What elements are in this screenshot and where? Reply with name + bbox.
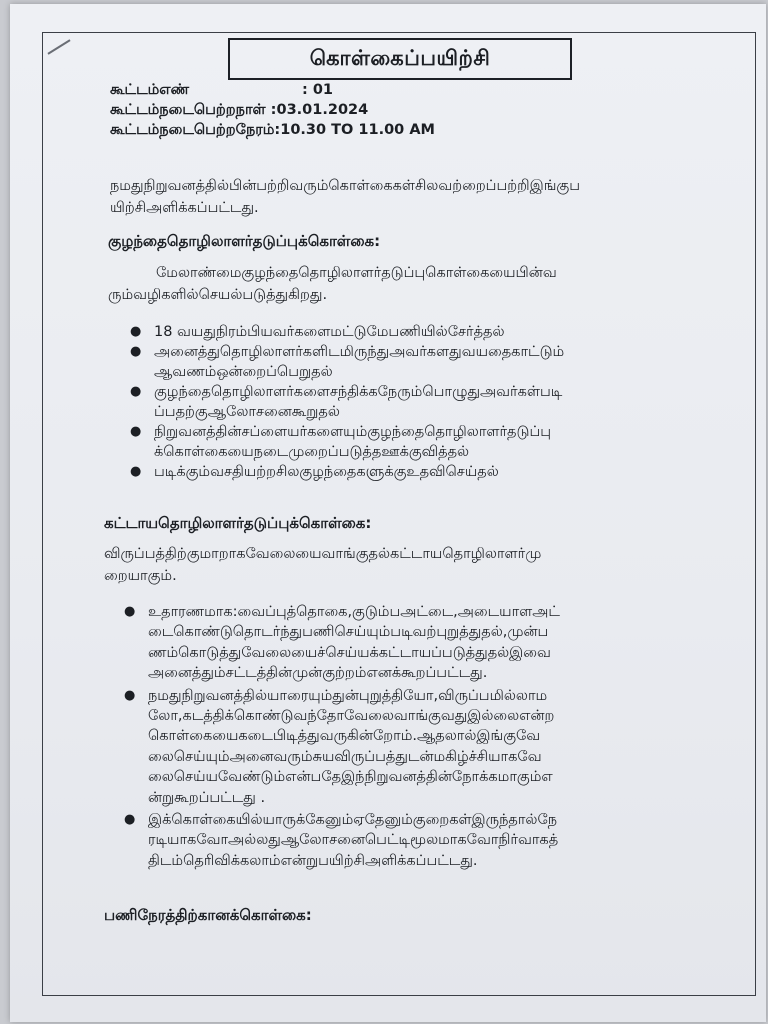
bullet-icon: ● — [130, 424, 142, 439]
meeting-number-row — [110, 80, 435, 100]
intro-line: நமதுநிறுவனத்தில்பின்பற்றிவரும்கொள்கைகள்சிலவற்றைப்பற்றிஇங்குப — [110, 178, 581, 194]
working-hours-heading: பணிநேரத்திற்கானக்கொள்கை: — [104, 906, 312, 924]
bullet-icon: ● — [130, 344, 142, 359]
meeting-details — [110, 80, 435, 140]
bullet-icon: ● — [130, 384, 142, 399]
title-box — [228, 38, 572, 80]
list-line: உதாரணமாக:வைப்புத்தொகை,குடும்பஅட்டை,அடையாளஅட் — [148, 604, 560, 620]
list-item — [130, 342, 564, 382]
list-item — [130, 322, 564, 342]
paragraph-line: றையாகும். — [104, 568, 177, 584]
list-item — [130, 422, 564, 462]
list-line: 18 வயதுநிரம்பியவர்களைமட்டுமேபணியில்சேர்த்தல் — [154, 324, 505, 340]
page-title: கொள்கைப்பயிற்சி — [309, 45, 491, 70]
list-item — [124, 602, 560, 684]
meeting-number-value: : 01 — [302, 82, 334, 98]
list-line: அனைத்துதொழிலாளர்களிடமிருந்துஅவர்களதுவயதைகாட்டும் — [154, 344, 565, 360]
list-line: ப்பதற்குஆலோசனைகூறுதல் — [154, 404, 340, 420]
list-line: நமதுநிறுவனத்தில்யாரையும்துன்புறுத்தியோ,விருப்பமில்லாம — [148, 687, 548, 704]
meeting-date: கூட்டம்நடைபெற்றநாள் :03.01.2024 — [110, 102, 369, 118]
list-line: இக்கொள்கையில்யாருக்கேனும்ஏதேனும்குறைகள்இருந்தால்நே — [148, 812, 558, 829]
child-labour-heading: குழந்தைதொழிலாளர்தடுப்புக்கொள்கை: — [108, 232, 381, 250]
list-line: ணம்கொடுத்துவேலையைச்செய்யக்கட்டாயப்படுத்துதல்இவை — [148, 644, 551, 661]
list-line: அனைத்தும்சட்டத்தின்முன்குற்றம்எனக்கூறப்பட்டது. — [148, 665, 488, 682]
forced-labour-heading: கட்டாயதொழிலாளர்தடுப்புக்கொள்கை: — [104, 514, 372, 532]
meeting-number-label: கூட்டம்எண் — [110, 82, 190, 98]
list-item — [124, 686, 560, 808]
paragraph-line: விருப்பத்திற்குமாறாகவேலையைவாங்குதல்கட்டாயதொழிலாளர்மு — [104, 546, 542, 562]
child-labour-list — [130, 322, 564, 482]
list-line: ன்றுகூறப்பட்டது . — [148, 789, 266, 806]
list-line: ரடியாகவோஅல்லதுஆலோசனைபெட்டிமூலமாகவோநிர்வாகத் — [148, 832, 559, 849]
list-line: டைகொண்டுதொடர்ந்துபணிசெய்யும்படிவற்புறுத்துதல்,முன்ப — [148, 624, 549, 641]
list-line: திடம்தெரிவிக்கலாம்என்றுபயிற்சிஅளிக்கப்பட்டது. — [148, 852, 478, 869]
list-item — [124, 810, 560, 871]
forced-labour-paragraph — [104, 543, 541, 587]
list-line: நிறுவனத்தின்சப்ளையர்களையும்குழந்தைதொழிலாளர்தடுப்பு — [154, 424, 552, 440]
list-line: க்கொள்கையைநடைமுறைப்படுத்தஊக்குவித்தல் — [154, 444, 470, 460]
meeting-time: கூட்டம்நடைபெற்றநேரம்:10.30 TO 11.00 AM — [110, 122, 435, 138]
list-line: படிக்கும்வசதியற்றசிலகுழந்தைகளுக்குஉதவிசெய்தல் — [154, 464, 499, 480]
list-line: கொள்கையைகடைபிடித்துவருகின்றோம்.ஆதலால்இங்குவே — [148, 728, 541, 745]
paragraph-line: ரும்வழிகளில்செயல்படுத்துகிறது. — [108, 287, 328, 303]
forced-labour-list — [124, 602, 560, 871]
list-line: குழந்தைதொழிலாளர்களைசந்திக்கநேரும்பொழுதுஅவர்கள்படி — [154, 384, 563, 400]
list-line: லோ,கடத்திக்கொண்டுவந்தோவேலைவாங்குவதுஇல்லைஎன்ற — [148, 708, 555, 725]
bullet-icon: ● — [124, 687, 136, 703]
intro-line: யிற்சிஅளிக்கப்பட்டது. — [110, 200, 259, 216]
paragraph-line: மேலாண்மைகுழந்தைதொழிலாளர்தடுப்புகொள்கையைபின்வ — [156, 265, 557, 281]
bullet-icon: ● — [130, 464, 142, 479]
bullet-icon: ● — [124, 604, 136, 619]
intro-paragraph — [110, 175, 580, 219]
list-item — [130, 382, 564, 422]
child-labour-paragraph — [108, 262, 557, 306]
bullet-icon: ● — [124, 812, 136, 828]
list-line: லைசெய்யவேண்டும்என்பதேஇந்நிறுவனத்தின்நோக்கமாகும்எ — [148, 769, 553, 786]
list-line: லைசெய்யும்அனைவரும்சுயவிருப்பத்துடன்மகிழ்ச்சியாகவே — [148, 748, 542, 765]
list-item — [130, 462, 564, 482]
list-line: ஆவணம்ஒன்றைப்பெறுதல் — [154, 364, 333, 380]
bullet-icon: ● — [130, 324, 142, 339]
